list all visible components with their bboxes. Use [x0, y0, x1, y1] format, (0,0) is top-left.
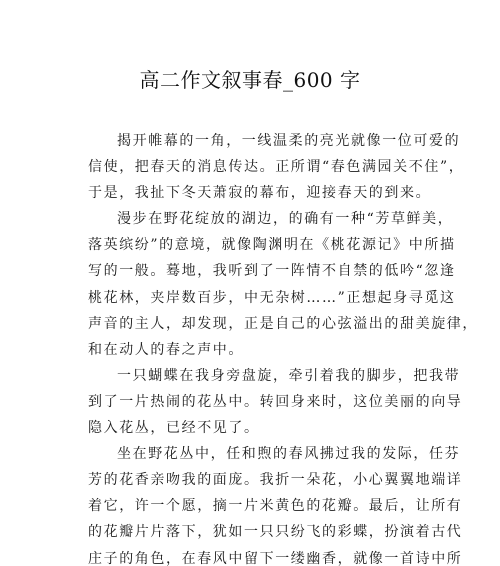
text-line: 漫步在野花绽放的湖边，的确有一种“芳草鲜美，	[117, 211, 454, 228]
text-line: 芳的花香亲吻我的面庞。我折一朵花，小心翼翼地端详	[88, 472, 463, 489]
text-line: 信使，把春天的消息传达。正所谓“春色满园关不住”，	[88, 159, 465, 176]
text-line: 着它，许一个愿，摘一片米黄色的花瓣。最后，让所有	[88, 498, 463, 515]
text-line: 写的一般。蓦地，我听到了一阵情不自禁的低吟“忽逢	[88, 263, 456, 280]
document-body	[88, 128, 478, 566]
text-line: 庄子的角色，在春风中留下一缕幽香，就像一首诗中所	[88, 550, 463, 566]
text-line: 揭开帷幕的一角，一线温柔的亮光就像一位可爱的	[117, 133, 461, 149]
text-line: 声音的主人，却发现，正是自己的心弦溢出的甜美旋律，	[88, 315, 478, 332]
text-line: 一只蝴蝶在我身旁盘旋，牵引着我的脚步，把我带	[117, 367, 461, 384]
document-title: 高二作文叙事春_600 字	[139, 68, 361, 92]
text-line: 到了一片热闹的花丛中。转回身来时，这位美丽的向导	[88, 393, 463, 410]
text-line: 桃花林，夹岸数百步，中无杂树……”正想起身寻觅这	[88, 289, 456, 306]
paragraph	[88, 441, 463, 566]
text-line: 和在动人的春之声中。	[88, 341, 244, 358]
text-line: 坐在野花丛中，任和煦的春风拂过我的发际，任芬	[117, 446, 461, 463]
paragraph	[88, 363, 463, 441]
text-line: 隐入花丛，已经不见了。	[88, 420, 260, 437]
text-line: 于是，我扯下冬天萧寂的幕布，迎接春天的到来。	[88, 185, 432, 202]
text-line: 的花瓣片片落下，犹如一只只纷飞的彩蝶，扮演着古代	[88, 524, 463, 541]
text-line: 落英缤纷”的意境，就像陶渊明在《桃花源记》中所描	[88, 237, 456, 254]
paragraph	[88, 206, 478, 363]
paragraph	[88, 128, 465, 206]
